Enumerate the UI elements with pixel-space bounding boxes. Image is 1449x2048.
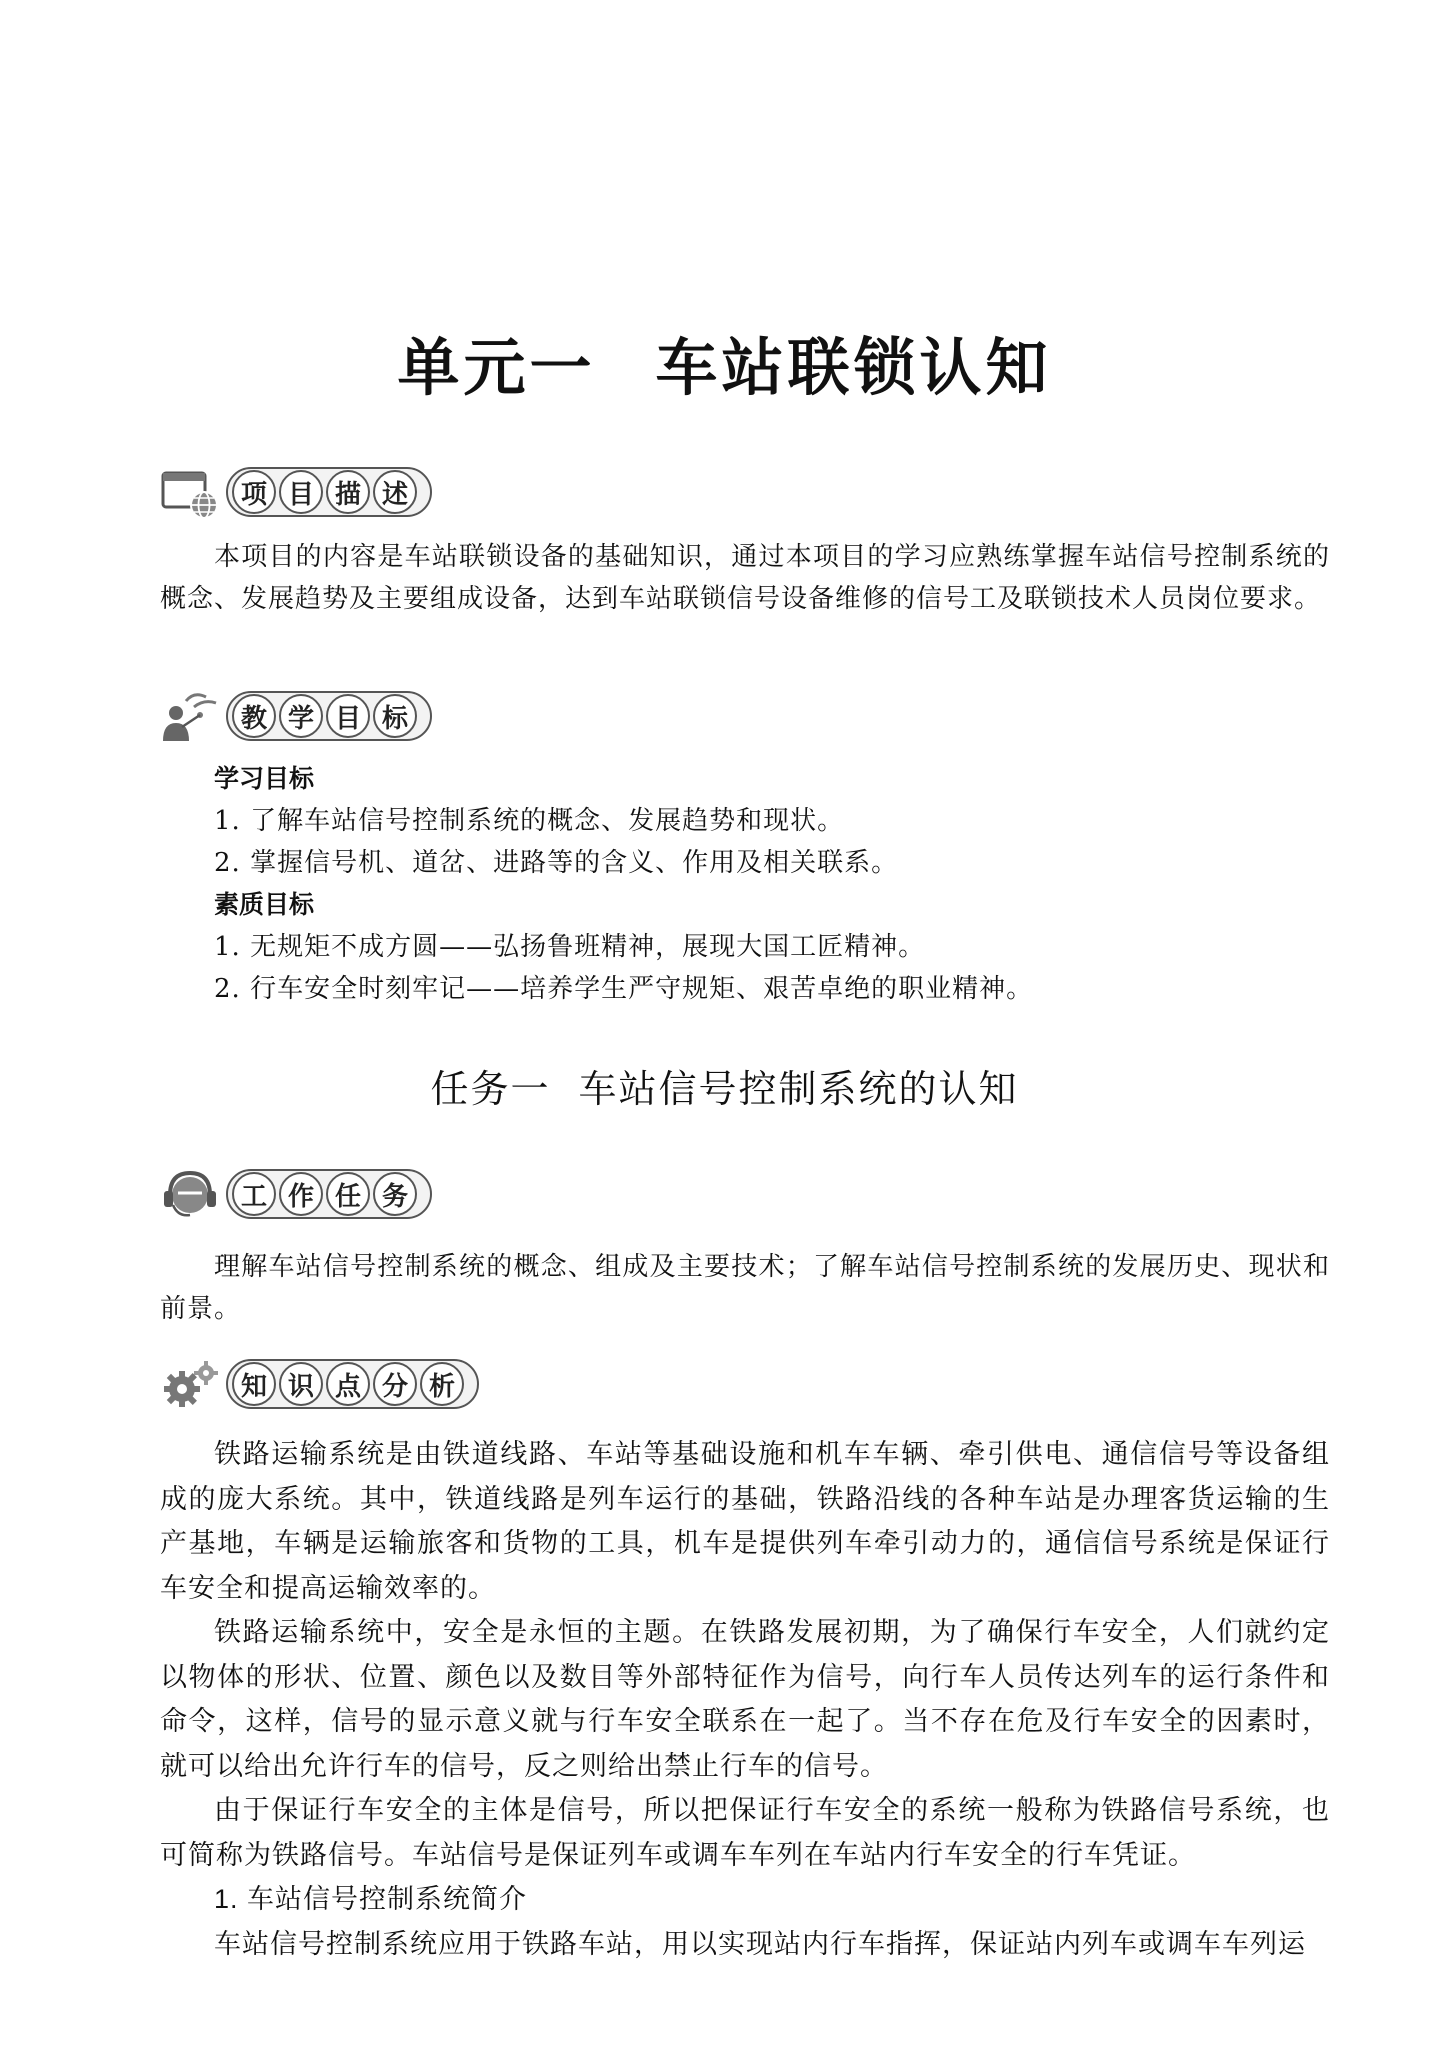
unit-label: 单元一 (397, 331, 596, 404)
heading-char: 目 (279, 470, 323, 514)
task-title (0, 1058, 1449, 1113)
heading-char: 述 (373, 470, 417, 514)
section-heading-work (160, 1164, 432, 1224)
teacher-icon (160, 687, 222, 745)
heading-char: 识 (279, 1362, 323, 1406)
learning-goals-heading: 学习目标 (214, 764, 315, 793)
quality-goal-item: 2. 行车安全时刻牢记——培养学生严守规矩、艰苦卓绝的职业精神。 (214, 974, 1034, 1004)
knowledge-body (160, 1432, 1330, 1966)
knowledge-paragraph: 铁路运输系统中，安全是永恒的主题。在铁路发展初期，为了确保行车安全，人们就约定以物体的形状、位置、颜色以及数目等外部特征作为信号，向行车人员传达列车的运行条件和命令，这样，信号的显示意义就与行车安全联系在一起了。当不存在危及行车安全的因素时，就可以给出允许行车的信号，反之则给出禁止行车的信号。 (160, 1617, 1330, 1781)
quality-goal-item: 1. 无规矩不成方圆——弘扬鲁班精神，展现大国工匠精神。 (214, 932, 926, 962)
objectives-list (214, 758, 1324, 1010)
heading-char: 点 (326, 1362, 370, 1406)
task-title-text: 车站信号控制系统的认知 (578, 1067, 1019, 1111)
knowledge-paragraph: 车站信号控制系统应用于铁路车站，用以实现站内行车指挥，保证站内列车或调车车列运 (214, 1928, 1306, 1959)
heading-char: 析 (420, 1362, 464, 1406)
heading-char: 务 (373, 1172, 417, 1216)
learning-goal-item: 1. 了解车站信号控制系统的概念、发展趋势和现状。 (214, 806, 845, 836)
unit-title (0, 318, 1449, 407)
heading-char: 分 (373, 1362, 417, 1406)
section-pill (226, 1169, 432, 1219)
knowledge-subheading: 1. 车站信号控制系统简介 (214, 1884, 528, 1914)
section-heading-description (160, 462, 432, 522)
heading-char: 描 (326, 470, 370, 514)
description-paragraph: 本项目的内容是车站联锁设备的基础知识，通过本项目的学习应熟练掌握车站信号控制系统的概念、发展趋势及主要组成设备，达到车站联锁信号设备维修的信号工及联锁技术人员岗位要求。 (160, 542, 1330, 614)
quality-goals-heading: 素质目标 (214, 890, 315, 919)
section-pill (226, 467, 432, 517)
section-heading-knowledge (160, 1354, 479, 1414)
heading-char: 标 (373, 694, 417, 738)
knowledge-paragraph: 由于保证行车安全的主体是信号，所以把保证行车安全的系统一般称为铁路信号系统，也可简称为铁路信号。车站信号是保证列车或调车车列在车站内行车安全的行车凭证。 (160, 1795, 1330, 1870)
browser-globe-icon (160, 463, 222, 521)
knowledge-paragraph: 铁路运输系统是由铁道线路、车站等基础设施和机车车辆、牵引供电、通信信号等设备组成的庞大系统。其中，铁道线路是列车运行的基础，铁路沿线的各种车站是办理客货运输的生产基地，车辆是运输旅客和货物的工具，机车是提供列车牵引动力的，通信信号系统是保证行车安全和提高运输效率的。 (160, 1439, 1330, 1603)
unit-title-text: 车站联锁认知 (655, 331, 1052, 404)
heading-char: 项 (232, 470, 276, 514)
heading-char: 学 (279, 694, 323, 738)
task-label: 任务一 (430, 1067, 551, 1111)
headset-worker-icon (160, 1165, 222, 1223)
heading-char: 目 (326, 694, 370, 738)
heading-char: 知 (232, 1362, 276, 1406)
heading-char: 教 (232, 694, 276, 738)
gears-icon (160, 1355, 222, 1413)
heading-char: 任 (326, 1172, 370, 1216)
section-pill (226, 1359, 479, 1409)
section-heading-objectives (160, 686, 432, 746)
heading-char: 工 (232, 1172, 276, 1216)
section-pill (226, 691, 432, 741)
learning-goal-item: 2. 掌握信号机、道岔、进路等的含义、作用及相关联系。 (214, 848, 899, 878)
heading-char: 作 (279, 1172, 323, 1216)
work-paragraph: 理解车站信号控制系统的概念、组成及主要技术；了解车站信号控制系统的发展历史、现状和前景。 (160, 1252, 1330, 1324)
